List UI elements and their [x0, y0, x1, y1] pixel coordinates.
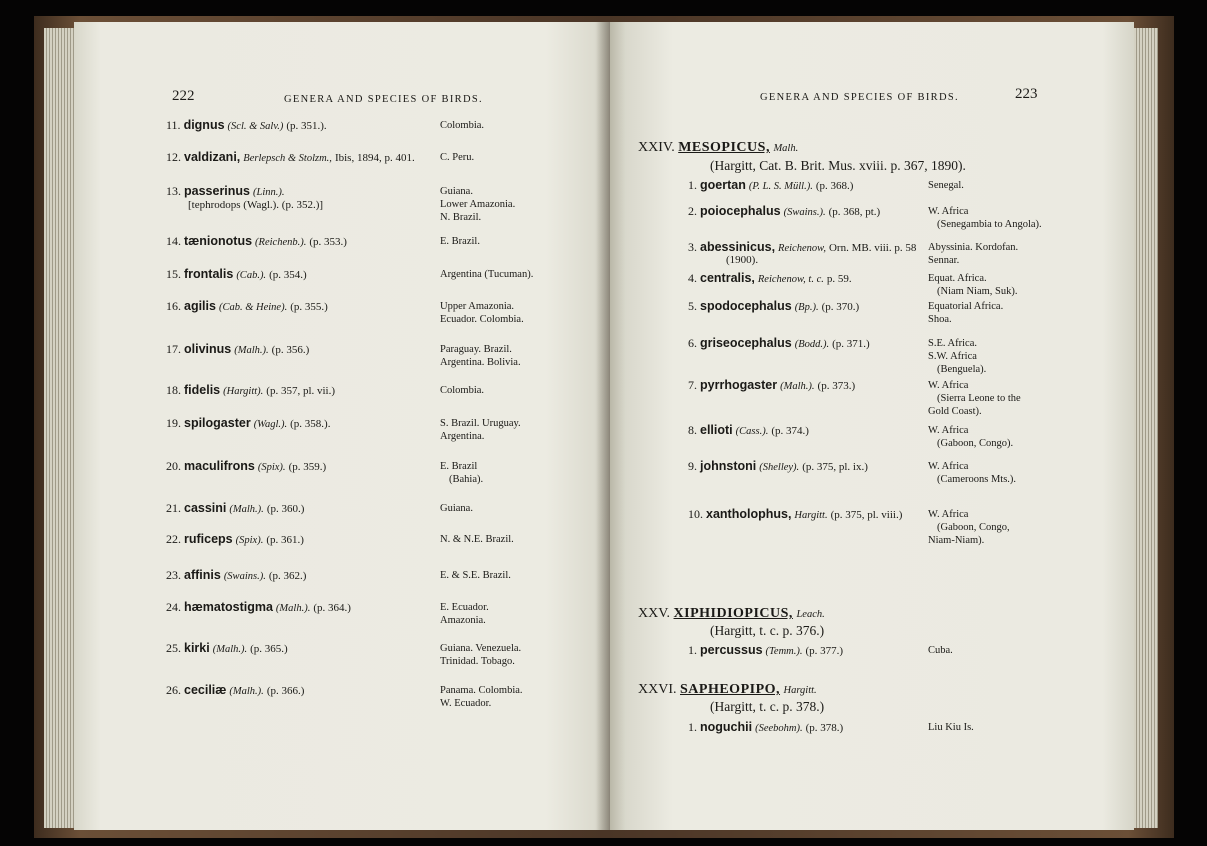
locality	[440, 460, 483, 486]
page-reference: (p. 351.).	[286, 120, 327, 132]
species-author: (Swains.).	[783, 207, 826, 218]
genus-author: Hargitt.	[783, 685, 817, 696]
species-author: (Bodd.).	[794, 339, 830, 350]
species-name: noguchii	[700, 720, 753, 734]
species-entry	[166, 383, 335, 398]
page-reference: (p. 371.)	[832, 338, 870, 350]
species-name: frontalis	[184, 267, 234, 281]
genus-citation: (Hargitt, Cat. B. Brit. Mus. xviii. p. 367, 1890).	[710, 158, 966, 173]
locality	[440, 343, 521, 369]
locality-line: W. Africa	[928, 461, 969, 472]
species-number: 21.	[166, 501, 184, 515]
species-name: dignus	[183, 118, 225, 132]
species-name: passerinus	[184, 184, 251, 198]
locality-line: Shoa.	[928, 314, 952, 325]
locality	[440, 151, 474, 164]
locality-line: Guiana.	[440, 503, 473, 514]
species-number: 22.	[166, 532, 184, 546]
species-author: (Spix).	[235, 535, 264, 546]
species-entry	[166, 118, 327, 133]
page-reference: (p. 354.)	[269, 269, 307, 281]
species-name: pyrrhogaster	[700, 378, 778, 392]
locality-line: (Sierra Leone to the	[937, 393, 1021, 404]
species-author: (Malh.).	[275, 603, 311, 614]
locality-line: W. Africa	[928, 425, 969, 436]
species-number: 23.	[166, 568, 184, 582]
locality	[440, 569, 511, 582]
locality-line: W. Africa	[928, 380, 969, 391]
locality	[440, 502, 473, 515]
page-number: 223	[1015, 86, 1038, 102]
genus-roman-numeral: XXV.	[638, 606, 674, 621]
species-entry	[688, 271, 852, 286]
page-reference: (p. 364.)	[313, 602, 351, 614]
page-reference: Orn. MB. viii. p. 58	[828, 242, 917, 254]
locality-line: Colombia.	[440, 120, 485, 131]
species-author: (Bp.).	[794, 302, 819, 313]
page-reference: (p. 378.)	[805, 722, 844, 734]
species-name: valdizani,	[184, 150, 241, 164]
species-entry	[688, 299, 859, 314]
locality	[928, 337, 986, 376]
locality-line: Equatorial Africa.	[928, 301, 1004, 312]
species-number: 10.	[688, 507, 706, 521]
species-name: percussus	[700, 643, 763, 657]
species-number: 9.	[688, 459, 700, 473]
page-number: 222	[172, 88, 195, 104]
locality-line: S. Brazil. Uruguay.	[440, 418, 521, 429]
species-entry	[688, 378, 855, 393]
right-page	[610, 22, 1134, 830]
page-reference: (p. 353.)	[309, 236, 347, 248]
locality	[928, 460, 1016, 486]
species-entry	[166, 532, 304, 547]
locality-line: E. Ecuador.	[440, 602, 489, 613]
locality	[440, 384, 484, 397]
species-entry	[166, 267, 307, 282]
species-number: 2.	[688, 204, 700, 218]
species-number: 18.	[166, 383, 184, 397]
locality-line: Gold Coast).	[928, 406, 982, 417]
species-entry	[688, 204, 880, 219]
locality-line: E. Brazil	[440, 461, 478, 472]
species-number: 1.	[688, 178, 700, 192]
species-entry	[688, 507, 902, 522]
species-number: 4.	[688, 271, 700, 285]
running-head: GENERA AND SPECIES OF BIRDS.	[760, 92, 959, 103]
genus-citation: (Hargitt, t. c. p. 378.)	[710, 699, 825, 714]
locality-line: (Cameroons Mts.).	[937, 474, 1017, 485]
locality	[440, 185, 515, 224]
species-entry	[166, 641, 288, 656]
page-reference: (p. 359.)	[288, 461, 327, 473]
species-author: (Malh.).	[234, 345, 269, 356]
locality-line: Guiana. Venezuela.	[440, 643, 522, 654]
locality-line: Guiana.	[440, 186, 473, 197]
locality-line: W. Africa	[928, 509, 969, 520]
page-reference: (p. 356.)	[271, 344, 310, 356]
species-author: (Wagl.).	[253, 419, 288, 430]
species-author: (Spix).	[257, 462, 286, 473]
species-entry	[166, 416, 330, 431]
locality	[440, 268, 533, 281]
species-entry	[166, 184, 285, 199]
page-reference: p. 59.	[826, 273, 852, 285]
species-number: 17.	[166, 342, 184, 356]
species-name: fidelis	[184, 383, 221, 397]
species-author: (Malh.).	[229, 686, 264, 697]
locality-line: Sennar.	[928, 255, 960, 266]
species-number: 6.	[688, 336, 700, 350]
species-number: 25.	[166, 641, 184, 655]
genus-roman-numeral: XXIV.	[638, 140, 679, 155]
locality-line: Senegal.	[928, 180, 964, 191]
species-name: griseocephalus	[700, 336, 792, 350]
genus-heading	[638, 682, 817, 698]
species-entry	[688, 336, 870, 351]
species-number: 12.	[166, 150, 184, 164]
page-reference: (p. 357, pl. vii.)	[266, 385, 336, 397]
species-name: cassini	[184, 501, 227, 515]
species-entry	[166, 150, 415, 165]
species-entry	[688, 720, 843, 735]
locality-line: W. Africa	[928, 206, 969, 217]
locality-line: Paraguay. Brazil.	[440, 344, 512, 355]
species-name: poiocephalus	[700, 204, 781, 218]
locality-line: Liu Kiu Is.	[928, 722, 974, 733]
species-author: Reichenow, t. c.	[757, 274, 824, 285]
species-number: 11.	[166, 118, 184, 132]
locality-line: Upper Amazonia.	[440, 301, 515, 312]
genus-heading	[638, 606, 825, 622]
locality-line: (Gaboon, Congo,	[937, 522, 1010, 533]
species-name: ruficeps	[184, 532, 233, 546]
species-name: goertan	[700, 178, 746, 192]
genus-author: Malh.	[773, 143, 799, 154]
left-page-edges	[44, 28, 74, 828]
locality	[440, 601, 489, 627]
species-entry	[166, 342, 309, 357]
species-author: (Cab. & Heine).	[218, 302, 288, 313]
species-author: (Scl. & Salv.)	[227, 121, 284, 132]
locality	[928, 508, 1010, 547]
species-entry	[688, 423, 809, 438]
species-name: spodocephalus	[700, 299, 792, 313]
locality-line: Argentina (Tucuman).	[440, 269, 534, 280]
page-reference: (p. 361.)	[266, 534, 304, 546]
locality-line: N. Brazil.	[440, 212, 482, 223]
species-author: (Seebohm).	[755, 723, 803, 734]
species-number: 1.	[688, 720, 700, 734]
page-reference: (p. 355.)	[290, 301, 328, 313]
locality	[928, 179, 964, 192]
species-number: 15.	[166, 267, 184, 281]
locality	[440, 533, 514, 546]
species-number: 14.	[166, 234, 184, 248]
locality-line: Argentina. Bolivia.	[440, 357, 521, 368]
locality-line: Abyssinia. Kordofan.	[928, 242, 1019, 253]
species-entry	[166, 299, 328, 314]
page-reference: (p. 375, pl. ix.)	[802, 461, 868, 473]
locality-line: Trinidad. Tobago.	[440, 656, 515, 667]
species-author: (Hargitt).	[223, 386, 264, 397]
species-name: olivinus	[184, 342, 232, 356]
species-number: 1.	[688, 643, 700, 657]
locality-line: Argentina.	[440, 431, 485, 442]
locality-line: S.W. Africa	[928, 351, 977, 362]
page-reference: (p. 365.)	[250, 643, 288, 655]
page-reference: (p. 368.)	[815, 180, 854, 192]
species-entry	[688, 178, 853, 193]
species-entry	[166, 501, 304, 516]
species-entry	[166, 459, 326, 474]
species-entry	[166, 234, 347, 249]
locality	[440, 642, 521, 668]
synonym-line: [tephrodops (Wagl.). (p. 352.)]	[188, 199, 324, 211]
locality	[928, 721, 974, 734]
species-name: johnstoni	[700, 459, 757, 473]
species-author: (Malh.).	[212, 644, 248, 655]
locality-line: (Senegambia to Angola).	[937, 219, 1042, 230]
species-author: (Cab.).	[236, 270, 267, 281]
species-name: tænionotus	[184, 234, 253, 248]
species-name: spilogaster	[184, 416, 251, 430]
species-author: (Linn.).	[253, 187, 285, 198]
species-number: 16.	[166, 299, 184, 313]
species-name: centralis,	[700, 271, 755, 285]
species-author: (Cass.).	[735, 426, 769, 437]
locality-line: Lower Amazonia.	[440, 199, 516, 210]
running-head: GENERA AND SPECIES OF BIRDS.	[284, 94, 483, 105]
page-reference: (p. 358.).	[290, 418, 331, 430]
locality-line: (Gaboon, Congo).	[937, 438, 1014, 449]
left-page	[74, 22, 610, 830]
locality	[928, 300, 1003, 326]
locality	[440, 684, 523, 710]
locality	[440, 119, 484, 132]
locality	[440, 417, 521, 443]
locality-line: E. & S.E. Brazil.	[440, 570, 511, 581]
species-entry	[166, 568, 306, 583]
locality-line: (Benguela).	[937, 364, 987, 375]
page-reference: (p. 374.)	[771, 425, 809, 437]
locality	[928, 272, 1018, 298]
species-author: Reichenow,	[778, 243, 826, 254]
species-entry	[688, 643, 843, 658]
species-name: agilis	[184, 299, 216, 313]
locality-line: Colombia.	[440, 385, 485, 396]
species-number: 19.	[166, 416, 184, 430]
locality-line: S.E. Africa.	[928, 338, 977, 349]
species-author: (Malh.).	[229, 504, 264, 515]
species-number: 13.	[166, 184, 184, 198]
genus-roman-numeral: XXVI.	[638, 682, 680, 697]
locality-line: (Bahia).	[449, 474, 484, 485]
locality-line: E. Brazil.	[440, 236, 480, 247]
locality-line: Amazonia.	[440, 615, 486, 626]
species-entry	[688, 240, 916, 255]
species-author: (Malh.).	[780, 381, 815, 392]
species-entry	[688, 459, 868, 474]
page-reference: (p. 360.)	[266, 503, 305, 515]
species-author: (Reichenb.).	[255, 237, 307, 248]
species-name: xantholophus,	[706, 507, 792, 521]
locality-line: N. & N.E. Brazil.	[440, 534, 514, 545]
locality-line: Panama. Colombia.	[440, 685, 523, 696]
locality	[440, 300, 524, 326]
species-author: (P. L. S. Müll.).	[748, 181, 813, 192]
genus-author: Leach.	[796, 609, 825, 620]
locality	[928, 205, 1042, 231]
locality	[928, 424, 1013, 450]
species-number: 20.	[166, 459, 184, 473]
species-name: kirki	[184, 641, 210, 655]
page-reference: (p. 370.)	[821, 301, 860, 313]
page-reference: (p. 366.)	[266, 685, 305, 697]
genus-heading	[638, 140, 798, 156]
genus-name: XIPHIDIOPICUS,	[673, 606, 793, 621]
genus-name: MESOPICUS,	[678, 140, 770, 155]
species-name: maculifrons	[184, 459, 255, 473]
locality-line: Equat. Africa.	[928, 273, 987, 284]
species-author: (Temm.).	[765, 646, 803, 657]
species-number: 26.	[166, 683, 184, 697]
species-number: 3.	[688, 240, 700, 254]
species-name: ellioti	[700, 423, 733, 437]
species-entry	[166, 600, 351, 615]
species-number: 24.	[166, 600, 184, 614]
species-number: 5.	[688, 299, 700, 313]
locality-line: W. Ecuador.	[440, 698, 492, 709]
genus-name: SAPHEOPIPO,	[680, 682, 781, 697]
page-reference: Ibis, 1894, p. 401.	[334, 152, 415, 164]
page-reference: (p. 368, pt.)	[828, 206, 881, 218]
species-name: affinis	[184, 568, 221, 582]
species-number: 8.	[688, 423, 700, 437]
locality	[928, 644, 953, 657]
species-author: (Swains.).	[223, 571, 266, 582]
species-name: abessinicus,	[700, 240, 776, 254]
locality	[440, 235, 480, 248]
species-entry	[166, 683, 304, 698]
locality	[928, 241, 1018, 267]
species-name: hæmatostigma	[184, 600, 273, 614]
species-author: (Shelley).	[759, 462, 800, 473]
locality-line: C. Peru.	[440, 152, 475, 163]
locality-line: Cuba.	[928, 645, 953, 656]
page-reference: (p. 375, pl. viii.)	[830, 509, 903, 521]
locality-line: Ecuador. Colombia.	[440, 314, 524, 325]
page-reference: (p. 362.)	[268, 570, 307, 582]
page-reference: (p. 373.)	[817, 380, 856, 392]
locality	[928, 379, 1021, 418]
genus-citation: (Hargitt, t. c. p. 376.)	[710, 623, 825, 638]
locality-line: Niam-Niam).	[928, 535, 985, 546]
page-reference: (p. 377.)	[805, 645, 844, 657]
species-name: ceciliæ	[184, 683, 227, 697]
locality-line: (Niam Niam, Suk).	[937, 286, 1018, 297]
species-author: Hargitt.	[794, 510, 828, 521]
species-author: Berlepsch & Stolzm.,	[243, 153, 332, 164]
species-number: 7.	[688, 378, 700, 392]
page-reference-cont: (1900).	[726, 254, 759, 266]
